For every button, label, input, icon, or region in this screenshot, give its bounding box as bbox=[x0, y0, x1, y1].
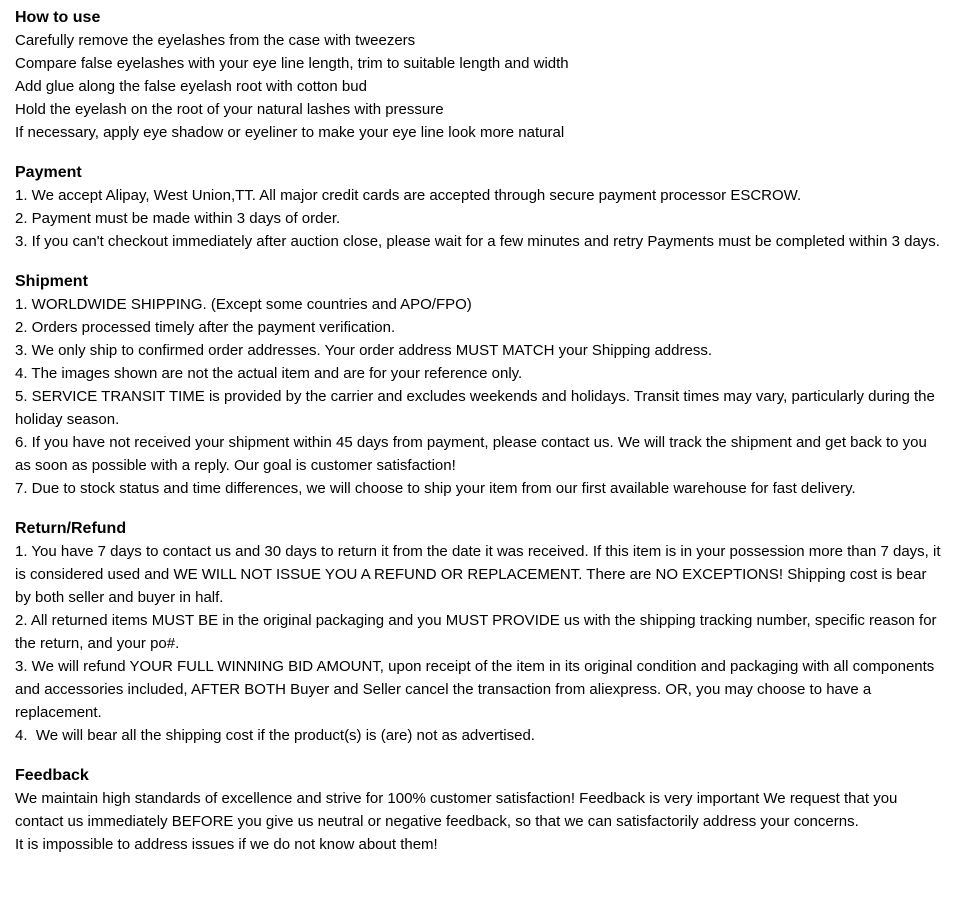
return-refund-item: 2. All returned items MUST BE in the original packaging and you MUST PROVIDE us with the shipping tracking number, specific reason for the return, and your po#. bbox=[15, 612, 941, 652]
how-to-use-step: Compare false eyelashes with your eye line length, trim to suitable length and width bbox=[15, 55, 569, 72]
payment-item: 2. Payment must be made within 3 days of order. bbox=[15, 210, 341, 227]
how-to-use-step: If necessary, apply eye shadow or eyeliner to make your eye line look more natural bbox=[15, 124, 565, 141]
return-refund-item: 1. You have 7 days to contact us and 30 days to return it from the date it was received. If this item is in your possession more than 7 days, it is considered used and WE WILL NOT ISSUE YOU A REFUND OR REPLACEMENT. There are NO EXCEPTIONS! Shipping cost is bear by both seller and buyer in half. bbox=[15, 543, 945, 606]
how-to-use-step: Carefully remove the eyelashes from the case with tweezers bbox=[15, 32, 416, 49]
shipment-item: 3. We only ship to confirmed order addresses. Your order address MUST MATCH your Shipping address. bbox=[15, 342, 712, 359]
shipment-item: 7. Due to stock status and time differences, we will choose to ship your item from our first available warehouse for fast delivery. bbox=[15, 480, 856, 497]
return-refund-title: Return/Refund bbox=[15, 520, 127, 537]
how-to-use-step: Add glue along the false eyelash root with cotton bud bbox=[15, 78, 367, 95]
shipment-item: 5. SERVICE TRANSIT TIME is provided by the carrier and excludes weekends and holidays. Transit times may vary, particularly during the holiday season. bbox=[15, 388, 940, 428]
return-refund-item: 4. We will bear all the shipping cost if the product(s) is (are) not as advertised. bbox=[15, 727, 535, 744]
feedback-paragraph: We maintain high standards of excellence and strive for 100% customer satisfaction! Feedback is very important We request that you contact us immediately BEFORE you give us neutral or negative feedback, so that we can satisfactorily address your concerns. bbox=[15, 790, 902, 830]
shipment-item: 4. The images shown are not the actual item and are for your reference only. bbox=[15, 365, 523, 382]
feedback-paragraph: It is impossible to address issues if we do not know about them! bbox=[15, 836, 438, 853]
how-to-use-title: How to use bbox=[15, 9, 101, 26]
section-payment bbox=[15, 161, 945, 253]
feedback-title: Feedback bbox=[15, 767, 89, 784]
shipment-title: Shipment bbox=[15, 273, 88, 290]
payment-item: 3. If you can't checkout immediately after auction close, please wait for a few minutes and retry Payments must be completed within 3 days. bbox=[15, 233, 940, 250]
payment-item: 1. We accept Alipay, West Union,TT. All major credit cards are accepted through secure payment processor ESCROW. bbox=[15, 187, 802, 204]
section-shipment bbox=[15, 270, 945, 500]
shipment-item: 1. WORLDWIDE SHIPPING. (Except some countries and APO/FPO) bbox=[15, 296, 472, 313]
shipment-item: 6. If you have not received your shipment within 45 days from payment, please contact us. We will track the shipment and get back to you as soon as possible with a reply. Our goal is customer satisfaction! bbox=[15, 434, 932, 474]
section-feedback bbox=[15, 764, 945, 856]
section-return-refund bbox=[15, 517, 945, 747]
section-how-to-use bbox=[15, 6, 945, 144]
return-refund-item: 3. We will refund YOUR FULL WINNING BID AMOUNT, upon receipt of the item in its original condition and packaging with all components and accessories included, AFTER BOTH Buyer and Seller cancel the transaction from aliexpress. OR, you may choose to have a replacement. bbox=[15, 658, 939, 721]
payment-title: Payment bbox=[15, 164, 82, 181]
how-to-use-step: Hold the eyelash on the root of your natural lashes with pressure bbox=[15, 101, 444, 118]
shipment-item: 2. Orders processed timely after the payment verification. bbox=[15, 319, 396, 336]
